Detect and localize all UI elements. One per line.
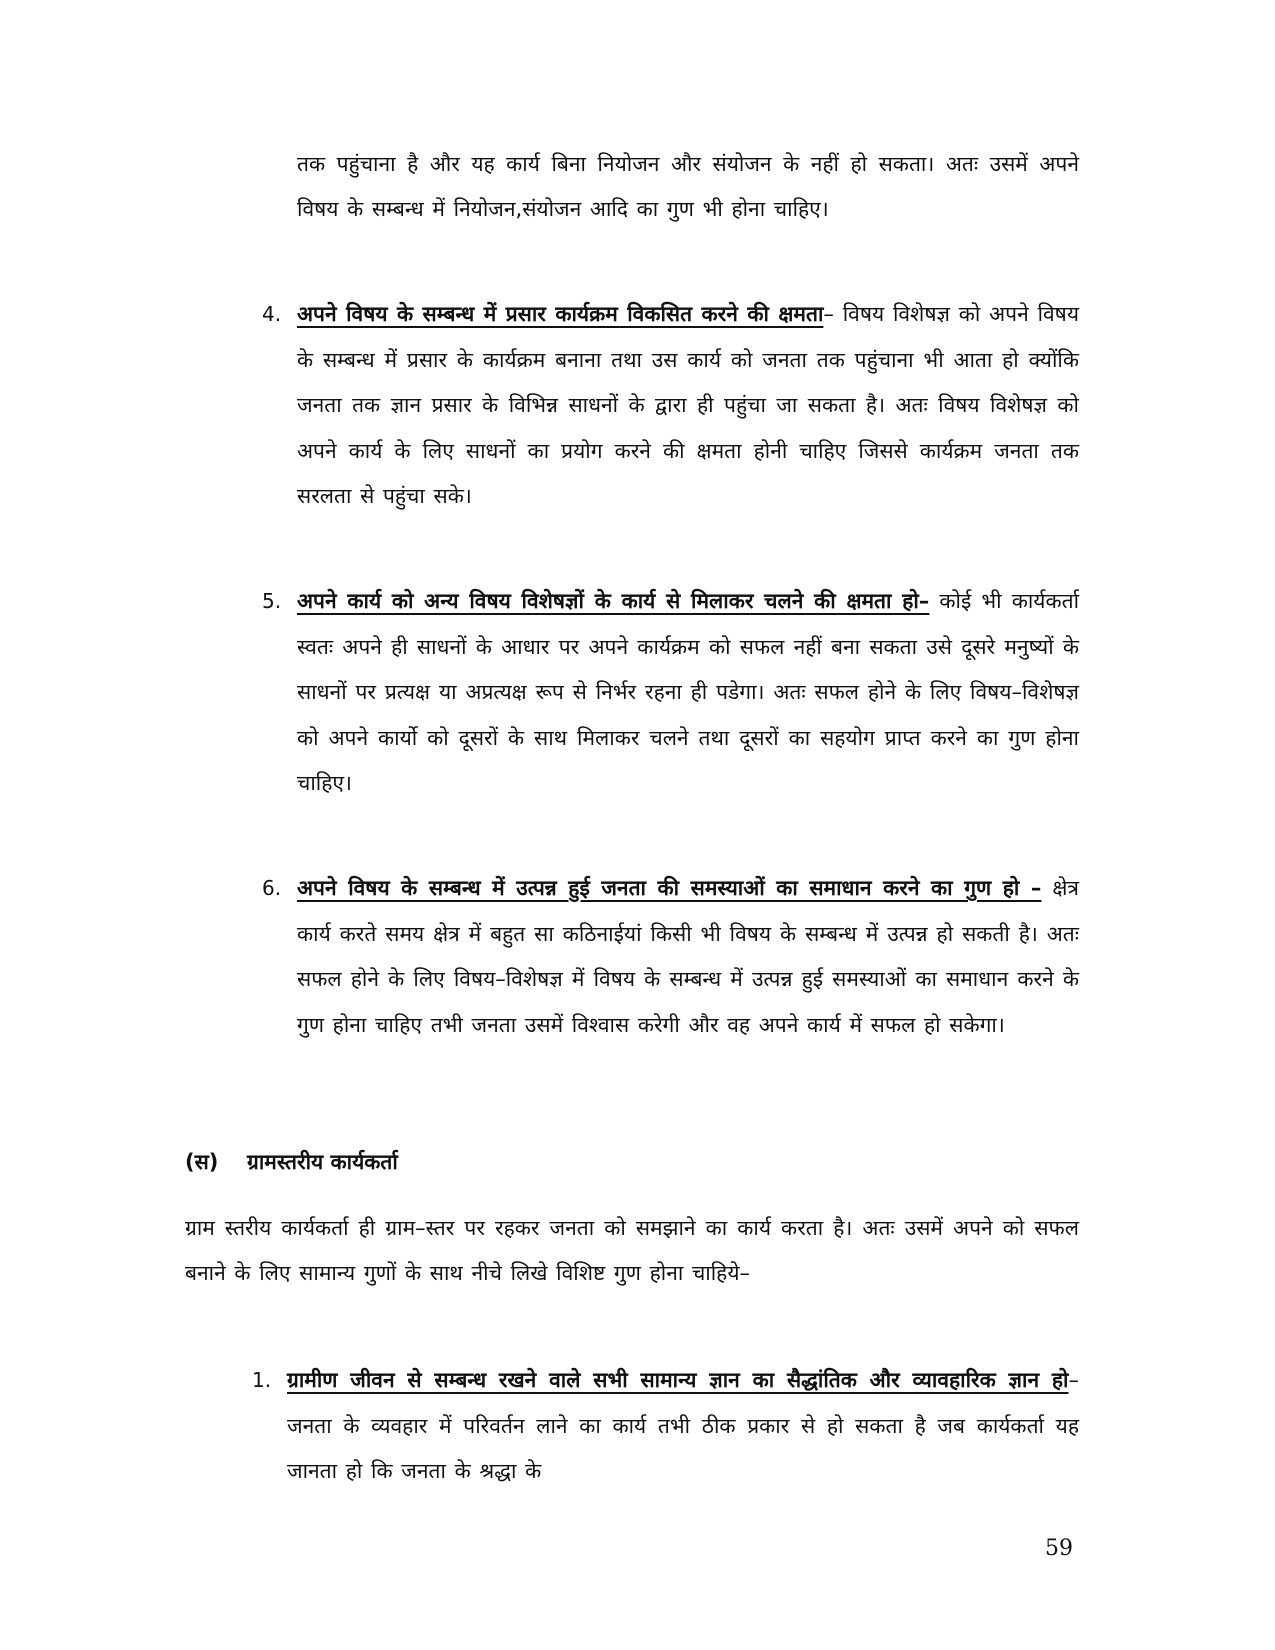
item-number: 4. bbox=[262, 302, 282, 326]
section-paragraph: ग्राम स्तरीय कार्यकर्ता ही ग्राम–स्तर पर रहकर जनता को समझाने का कार्य करता है। अतः उसमें अपने को सफल बनाने के लिए सामान्य गुणों के साथ नीचे लिखे विशिष्ट गुण होना चाहिये– bbox=[185, 1216, 1079, 1285]
item-number: 5. bbox=[262, 589, 282, 613]
intro-paragraph: तक पहुंचाना है और यह कार्य बिना नियोजन और संयोजन के नहीं हो सकता। अतः उसमें अपने विषय के सम्बन्ध में नियोजन,संयोजन आदि का गुण भी होना चाहिए। bbox=[297, 152, 1079, 221]
section-heading bbox=[185, 1148, 398, 1176]
page-number: 59 bbox=[1045, 1536, 1073, 1561]
item-body bbox=[297, 579, 1079, 807]
item-text: – विषय विशेषज्ञ को अपने विषय के सम्बन्ध में प्रसार के कार्यक्रम बनाना तथा उस कार्य को जनता तक पहुंचाना भी आता हो क्योंकि जनता तक ज्ञान प्रसार के विभिन्न साधनों के द्वारा ही पहुंचा जा सकता है। अतः विषय विशेषज्ञ को अपने कार्य के लिए साधनों का प्रयोग करने की क्षमता होनी चाहिए जिससे कार्यक्रम जनता तक सरलता से पहुंचा सके। bbox=[297, 302, 1080, 508]
section-title: ग्रामस्तरीय कार्यकर्ता bbox=[247, 1150, 398, 1174]
item-body bbox=[297, 292, 1079, 520]
section-marker: (स) bbox=[185, 1150, 219, 1174]
item-body bbox=[287, 1358, 1079, 1495]
item-text: – जनता के व्यवहार में परिवर्तन लाने का कार्य तभी ठीक प्रकार से हो सकता है जब कार्यकर्ता यह जानता हो कि जनता के श्रद्धा के bbox=[287, 1368, 1079, 1483]
item-number: 6. bbox=[262, 876, 282, 900]
item-body bbox=[297, 866, 1079, 1048]
item-heading: अपने विषय के सम्बन्ध में उत्पन्न हुई जनता की समस्याओं का समाधान करने का गुण हो – bbox=[297, 876, 1042, 900]
item-heading: अपने कार्य को अन्य विषय विशेषज्ञों के कार्य से मिलाकर चलने की क्षमता हो– bbox=[297, 589, 930, 613]
item-text: कोई भी कार्यकर्ता स्वतः अपने ही साधनों के आधार पर अपने कार्यक्रम को सफल नहीं बना सकता उसे दूसरे मनुष्यों के साधनों पर प्रत्यक्ष या अप्रत्यक्ष रूप से निर्भर रहना ही पडेगा। अतः सफल होने के लिए विषय–विशेषज्ञ को अपने कार्यो को दूसरों के साथ मिलाकर चलने तथा दूसरों का सहयोग प्राप्त करने का गुण होना चाहिए। bbox=[297, 589, 1080, 795]
item-number: 1. bbox=[252, 1368, 272, 1392]
item-text: क्षेत्र कार्य करते समय क्षेत्र में बहुत सा कठिनाईयां किसी भी विषय के सम्बन्ध में उत्पन्न हो सकती है। अतः सफल होने के लिए विषय–विशेषज्ञ में विषय के सम्बन्ध में उत्पन्न हुई समस्याओं का समाधान करने के गुण होना चाहिए तभी जनता उसमें विश्वास करेगी और वह अपने कार्य में सफल हो सकेगा। bbox=[297, 876, 1079, 1037]
item-heading: ग्रामीण जीवन से सम्बन्ध रखने वाले सभी सामान्य ज्ञान का सैद्धांतिक और व्यावहारिक ज्ञान हो bbox=[287, 1368, 1069, 1392]
item-heading: अपने विषय के सम्बन्ध में प्रसार कार्यक्रम विकसित करने की क्षमता bbox=[297, 302, 824, 326]
